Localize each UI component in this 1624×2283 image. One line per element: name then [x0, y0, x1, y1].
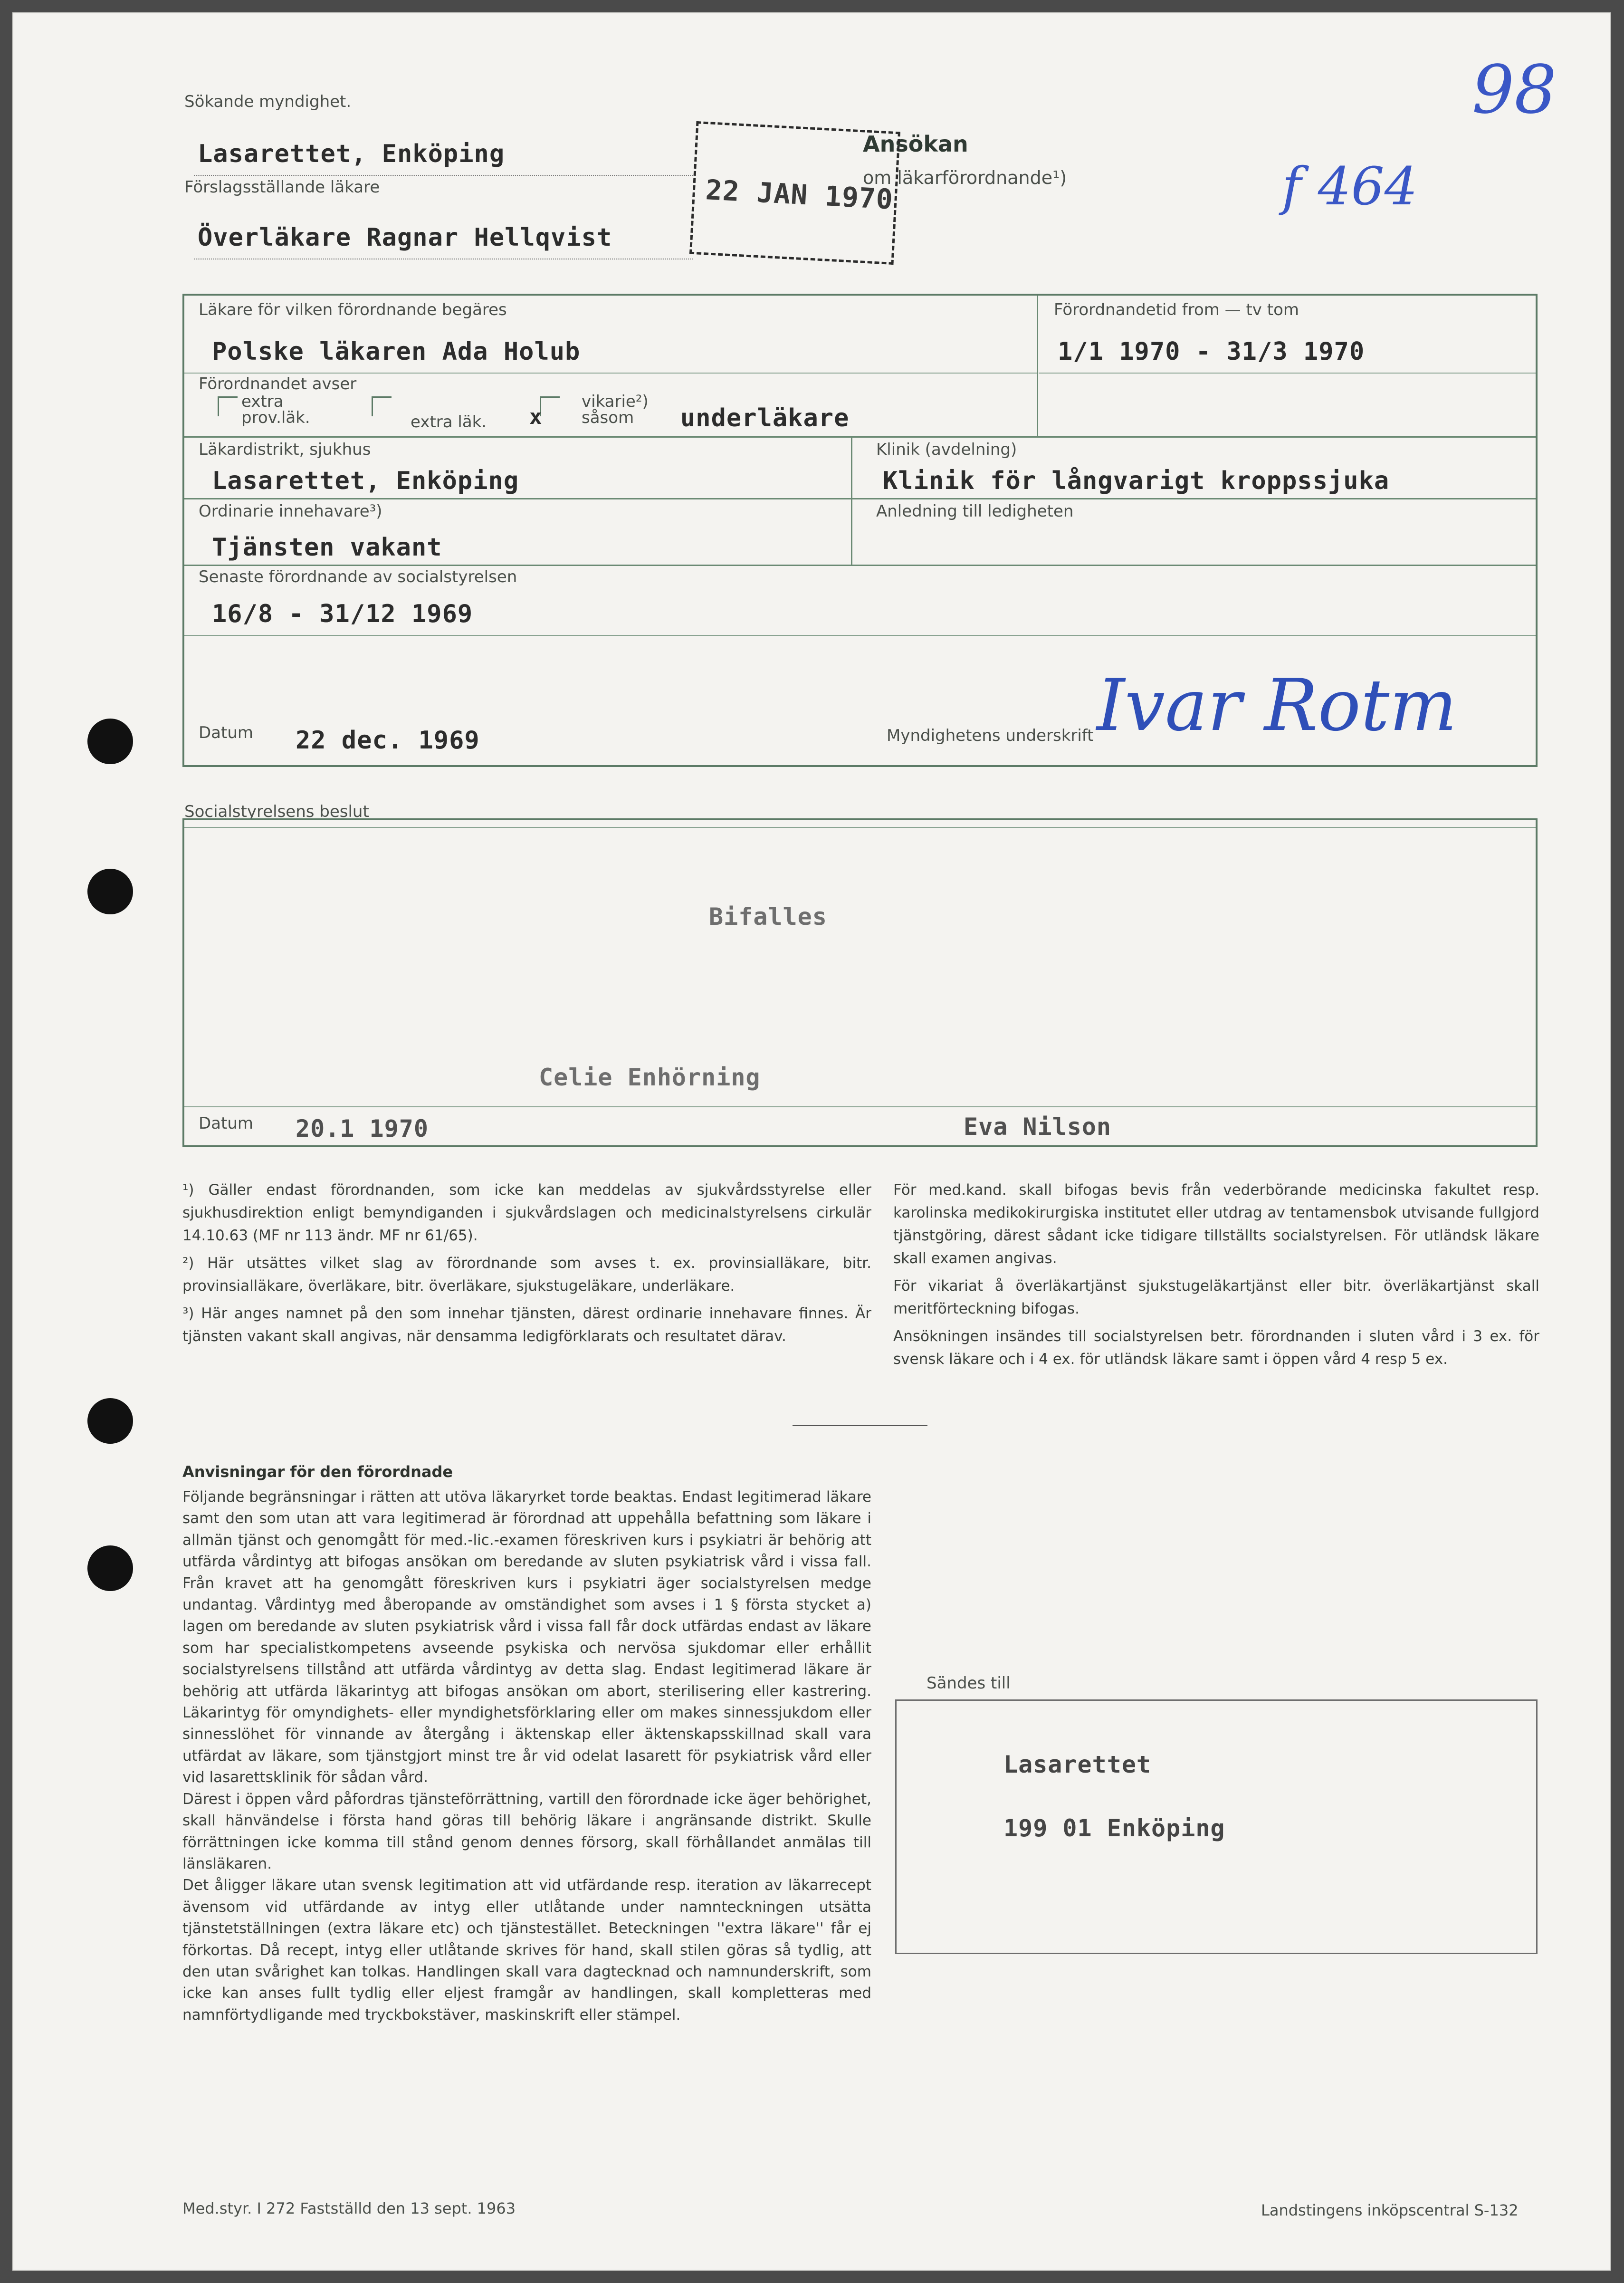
footnote-1: ¹) Gäller endast förordnanden, som icke kan meddelas av sjukvårdsstyrelse eller sjukhusdirektion enligt bemyndiganden i sjukvårdslagen och medicinalstyrelsens cirkulär 14.10.63 (MF nr 113 ändr. MF nr 61/65). — [182, 1181, 871, 1244]
option-vikarie-l1: vikarie²) — [582, 392, 649, 411]
clinic-value: Klinik för långvarigt kroppssjuka — [883, 467, 1390, 495]
clinic-divider — [851, 436, 852, 565]
vacancy-reason-label: Anledning till ledigheten — [876, 502, 1074, 521]
option-extra-prov-l2: prov.läk. — [241, 408, 310, 427]
period-divider — [1037, 296, 1038, 436]
position-value: underläkare — [680, 404, 850, 432]
instructions-paragraph-2: Därest i öppen vård påfordras tjänsteförrättning, vartill den förordnade icke äger behörighet, skall hänvändelse i första hand göras till behörig läkare i angränsande distrikt. Skulle förrättningen icke komma till stånd genom dennes försorg, skall förhållandet anmälas till länsläkaren. — [182, 1790, 871, 1872]
latest-label: Senaste förordnande av socialstyrelsen — [199, 567, 517, 586]
proposing-doctor: Överläkare Ragnar Hellqvist — [198, 223, 612, 252]
district-value: Lasarettet, Enköping — [212, 467, 519, 495]
doctor-label: Läkare för vilken förordnande begäres — [199, 300, 507, 319]
option-extra-prov-l1: extra — [241, 392, 284, 411]
note-right-3: Ansökningen insändes till socialstyrelsen betr. förordnanden i sluten vård i 3 ex. för svensk läkare och i 4 ex. för utländsk läkare samt i öppen vård 4 resp 5 ex. — [893, 1328, 1539, 1368]
option-extra: extra läk. — [411, 412, 487, 432]
district-label: Läkardistrikt, sjukhus — [199, 440, 371, 459]
decision-date: 20.1 1970 — [296, 1115, 429, 1142]
punch-hole — [87, 1398, 133, 1444]
decision-signer: Celie Enhörning — [539, 1064, 761, 1091]
latest-line — [184, 635, 1536, 636]
proposing-doctor-label: Förslagsställande läkare — [184, 178, 380, 197]
row-divider-3 — [184, 565, 1536, 566]
received-stamp — [689, 121, 900, 265]
decision-signer-2: Eva Nilson — [964, 1113, 1112, 1141]
option-vikarie — [582, 393, 649, 426]
form-title: Ansökan — [863, 131, 968, 157]
period-value: 1/1 1970 - 31/3 1970 — [1058, 337, 1365, 366]
footnote-2: ²) Här utsättes vilket slag av förordnande som avses t. ex. provinsialläkare, bitr. provinsialläkare, överläkare, bitr. överläkare, sjukstugeläkare, underläkare. — [182, 1255, 871, 1295]
doctor-name: Polske läkaren Ada Holub — [212, 337, 581, 366]
checkbox-extra-prov[interactable] — [218, 396, 238, 416]
decision-box — [182, 818, 1538, 1147]
handwritten-reference: f 464 — [1282, 156, 1418, 217]
document-sheet — [12, 12, 1611, 2271]
punch-hole — [87, 869, 133, 914]
decision-date-line — [184, 1106, 1536, 1107]
row-divider-2 — [184, 498, 1536, 499]
decision-date-label: Datum — [199, 1114, 254, 1133]
send-to-line1: Lasarettet — [1003, 1751, 1152, 1778]
send-to-label: Sändes till — [927, 1674, 1011, 1693]
punch-hole — [87, 1545, 133, 1591]
holder-label: Ordinarie innehavare³) — [199, 502, 382, 521]
instructions-body — [182, 1487, 871, 2026]
period-line — [1039, 373, 1536, 374]
form-subtitle: om läkarförordnande¹) — [863, 167, 1067, 188]
note-right-1: För med.kand. skall bifogas bevis från vederbörande medicinska fakultet resp. karolinska medikokirurgiska institutet eller utdrag av tentamensbok utvisande fullgjord tjänstgöring, därest sådant icke tidigare tillställts socialstyrelsen. För utländsk läkare skall examen angivas. — [893, 1181, 1539, 1267]
handwritten-page-number: 98 — [1472, 51, 1557, 129]
decision-text: Bifalles — [709, 903, 827, 930]
option-extra-prov — [241, 393, 310, 426]
authority-underline — [194, 175, 693, 176]
date-label: Datum — [199, 723, 254, 742]
requesting-authority: Lasarettet, Enköping — [198, 140, 505, 168]
row-divider-1 — [184, 436, 1536, 438]
send-to-line2: 199 01 Enköping — [1003, 1814, 1225, 1842]
concerns-label: Förordnandet avser — [199, 374, 357, 393]
stamp-date: 22 JAN 1970 — [705, 173, 894, 216]
footnotes-right — [893, 1179, 1539, 1371]
decision-label: Socialstyrelsens beslut — [184, 802, 369, 821]
instructions-paragraph-3: Det åligger läkare utan svensk legitimation att vid utfärdande resp. iteration av läkarrecept ävensom vid utfärdande av intyg eller utlåtande under namnteckningen utsätta tjänstetställningen (extra läkare etc) och tjänstestället. Beteckningen ''extra läkare'' får ej förkortas. Då recept, intyg eller utlåtande skrives för hand, skall stilen göras så tydlig, att den utan svårighet kan tolkas. Handlingen skall vara dagtecknad och namnunderskrift, som icke kan anses fullt tydlig eller eljest framgår av handlingen, skall kompletteras med namnförtydligande med tryckbokstäver, maskinskrift eller stämpel. — [182, 1877, 871, 2024]
section-separator — [793, 1425, 927, 1426]
punch-hole — [87, 719, 133, 764]
signature-label: Myndighetens underskrift — [887, 726, 1094, 745]
footer-left: Med.styr. I 272 Fastställd den 13 sept. 1963 — [182, 2199, 516, 2217]
clinic-label: Klinik (avdelning) — [876, 440, 1017, 459]
date-value: 22 dec. 1969 — [296, 726, 480, 755]
footer-right: Landstingens inköpscentral S-132 — [1261, 2201, 1519, 2219]
option-vikarie-l2: såsom — [582, 408, 634, 427]
period-label: Förordnandetid from — tv tom — [1054, 300, 1299, 319]
latest-value: 16/8 - 31/12 1969 — [212, 600, 473, 628]
footnote-3: ³) Här anges namnet på den som innehar tjänsten, därest ordinarie innehavare finnes. Är tjänsten vakant skall angivas, när densamma ledigförklarats och resultatet därav. — [182, 1305, 871, 1345]
authority-signature: Ivar Rotm — [1097, 664, 1457, 747]
footnotes-left — [182, 1179, 871, 1348]
note-right-2: För vikariat å överläkartjänst sjukstugeläkartjänst eller bitr. överläkartjänst skall meritförteckning bifogas. — [893, 1277, 1539, 1317]
instructions-title: Anvisningar för den förordnade — [182, 1463, 453, 1481]
doctor-line — [184, 373, 1037, 374]
checked-mark: x — [529, 405, 543, 429]
instructions-paragraph-1: Följande begränsningar i rätten att utöva läkaryrket torde beaktas. Endast legitimerad läkare samt den som utan att vara legitimerad är förordnad att uppehålla befattning som läkare i allmän tjänst och genomgått för med.-lic.-examen föreskriven kurs i psykiatri är behörig att utfärda vårdintyg att bifogas ansökan om beredande av sluten psykiatrisk vård i vissa fall. Från kravet att ha genomgått föreskriven kurs i psykiatri äger socialstyrelsen medge undantag. Vårdintyg med åberopande av omständighet som avses i 1 § första stycket a) lagen om beredande av sluten psykiatrisk vård i vissa fall får dock utfärdas endast av läkare som har specialistkompetens avseende psykiska och nervösa sjukdomar eller erhållit socialstyrelsens tillstånd att utfärda vårdintyg av detta slag. Endast legitimerad läkare är behörig att utfärda läkarintyg att bifogas ansökan om abort, sterilisering eller kastrering. Läkarintyg för omyndighets- eller myndighetsförklaring eller om makes sinnessjukdom eller sinnesslöhet för vinnande av återgång i äktenskap eller äktenskapsskillnad skall vara utfärdat av läkare, som tjänstgjort minst tre år vid odelat lasarett för psykiatrisk vård eller vid lasarettsklinik för sådan vård. — [182, 1488, 871, 1786]
holder-value: Tjänsten vakant — [212, 533, 442, 562]
requesting-authority-label: Sökande myndighet. — [184, 92, 352, 111]
checkbox-vikarie[interactable] — [540, 396, 560, 416]
checkbox-extra[interactable] — [372, 396, 392, 416]
